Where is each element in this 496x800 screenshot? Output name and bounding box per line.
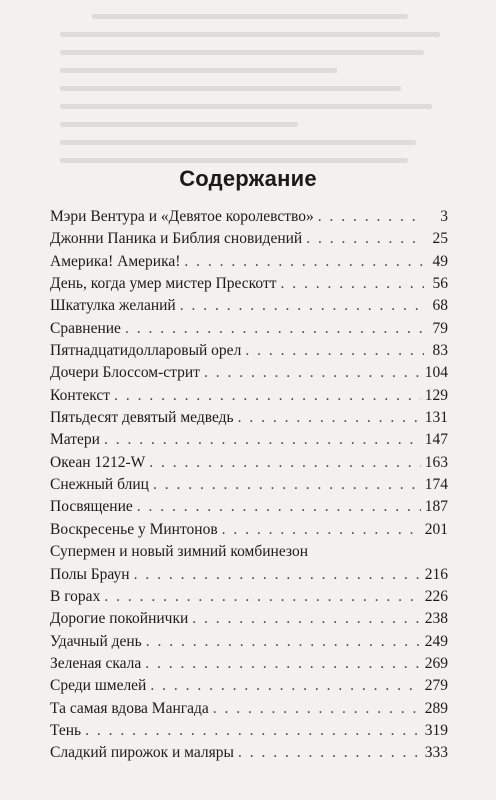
toc-entry-page: 49: [432, 252, 448, 270]
toc-entry: [50, 633, 448, 655]
toc-entry-page: 129: [424, 386, 448, 404]
toc-entry-page: 289: [424, 699, 448, 717]
dot-leader: [153, 476, 421, 494]
toc-entry: [50, 320, 448, 342]
toc-entry-title: Пятьдесят девятый медведь: [50, 409, 234, 427]
toc-entry: [50, 566, 448, 588]
toc-entry-title: Океан 1212-W: [50, 453, 146, 471]
toc-entry-page: 226: [424, 587, 448, 605]
toc-entry: [50, 722, 448, 744]
toc-entry-page: 163: [424, 453, 448, 471]
toc-entry-title: Матери: [50, 431, 100, 449]
toc-entry-page: 147: [424, 431, 448, 449]
toc-entry: [50, 543, 448, 565]
toc-entry-page: 249: [424, 632, 448, 650]
toc-entry-title: Контекст: [50, 386, 111, 404]
toc-entry: [50, 454, 448, 476]
toc-entry-title: Америка! Америка!: [50, 252, 181, 270]
toc-entry: [50, 700, 448, 722]
toc-entry-page: 104: [424, 364, 448, 382]
toc-entry: [50, 208, 448, 230]
toc-entry-title: Удачный день: [50, 632, 142, 650]
toc-entry: [50, 342, 448, 364]
toc-entry: [50, 364, 448, 386]
dot-leader: [238, 409, 421, 427]
toc-entry-title: Дочери Блоссом-стрит: [50, 364, 200, 382]
show-through-text: [60, 14, 456, 164]
toc-entry-page: 187: [424, 498, 448, 516]
toc-entry-title: День, когда умер мистер Прескотт: [50, 275, 277, 293]
dot-leader: [125, 320, 424, 338]
toc-entry-title: Супермен и новый зимний комбинезон: [50, 543, 308, 561]
dot-leader: [180, 297, 424, 315]
toc-entry: [50, 297, 448, 319]
toc-entry: [50, 610, 448, 632]
toc-entry-page: 131: [424, 409, 448, 427]
toc-entry-page: 279: [424, 677, 448, 695]
dot-leader: [149, 454, 421, 472]
dot-leader: [150, 677, 420, 695]
toc-entry: [50, 253, 448, 275]
toc-entry-title: Посвящение: [50, 498, 133, 516]
toc-entry: [50, 476, 448, 498]
toc-entry: [50, 409, 448, 431]
toc-entry-page: 79: [432, 319, 448, 337]
dot-leader: [137, 498, 421, 516]
toc-entry-title: Шкатулка желаний: [50, 297, 176, 315]
toc-entry-page: 319: [424, 721, 448, 739]
toc-entry-page: 68: [432, 297, 448, 315]
toc-entry-title: Мэри Вентура и «Девятое королевство»: [50, 208, 314, 225]
table-of-contents: [50, 208, 448, 767]
toc-entry-page: 56: [432, 275, 448, 293]
dot-leader: [238, 744, 421, 762]
dot-leader: [245, 342, 424, 360]
toc-entry-title: В горах: [50, 587, 101, 605]
dot-leader: [318, 208, 424, 226]
toc-entry: [50, 744, 448, 766]
toc-entry: [50, 655, 448, 677]
toc-entry-title: Тень: [50, 721, 82, 739]
toc-entry-title: Сравнение: [50, 319, 121, 337]
dot-leader: [184, 253, 424, 271]
toc-entry-page: 83: [432, 342, 448, 360]
toc-entry: [50, 275, 448, 297]
toc-entry-page: 238: [424, 610, 448, 628]
toc-entry-title: Воскресенье у Минтонов: [50, 520, 218, 538]
toc-entry-title: Та самая вдова Мангада: [50, 699, 209, 717]
toc-entry-title: Дорогие покойнички: [50, 610, 189, 628]
dot-leader: [134, 566, 421, 584]
dot-leader: [281, 275, 424, 293]
dot-leader: [145, 655, 421, 673]
toc-entry-page: 3: [440, 208, 448, 225]
toc-entry: [50, 387, 448, 409]
dot-leader: [104, 431, 421, 449]
toc-entry-title: Среди шмелей: [50, 677, 147, 695]
toc-entry-title: Пятнадцатидолларовый орел: [50, 342, 242, 360]
dot-leader: [222, 521, 421, 539]
toc-entry-page: 25: [432, 230, 448, 248]
toc-entry-page: 333: [424, 744, 448, 762]
toc-entry: [50, 588, 448, 610]
toc-entry: [50, 521, 448, 543]
toc-entry-title: Зеленая скала: [50, 654, 142, 672]
page-title: Содержание: [179, 166, 317, 191]
toc-entry-page: 216: [424, 565, 448, 583]
dot-leader: [104, 588, 420, 606]
toc-entry-page: 269: [424, 654, 448, 672]
toc-entry-title: Полы Браун: [50, 565, 130, 583]
dot-leader: [204, 364, 421, 382]
toc-entry-title: Сладкий пирожок и маляры: [50, 744, 234, 762]
toc-entry-title: Джонни Паника и Библия сновидений: [50, 230, 303, 248]
dot-leader: [192, 610, 420, 628]
toc-entry-title: Снежный блиц: [50, 476, 149, 494]
toc-entry: [50, 677, 448, 699]
toc-entry: [50, 431, 448, 453]
dot-leader: [146, 633, 421, 651]
toc-entry-page: 174: [424, 476, 448, 494]
dot-leader: [114, 387, 421, 405]
dot-leader: [213, 700, 421, 718]
dot-leader: [306, 230, 424, 248]
toc-entry: [50, 230, 448, 252]
toc-entry: [50, 498, 448, 520]
toc-entry-page: 201: [424, 520, 448, 538]
dot-leader: [85, 722, 421, 740]
